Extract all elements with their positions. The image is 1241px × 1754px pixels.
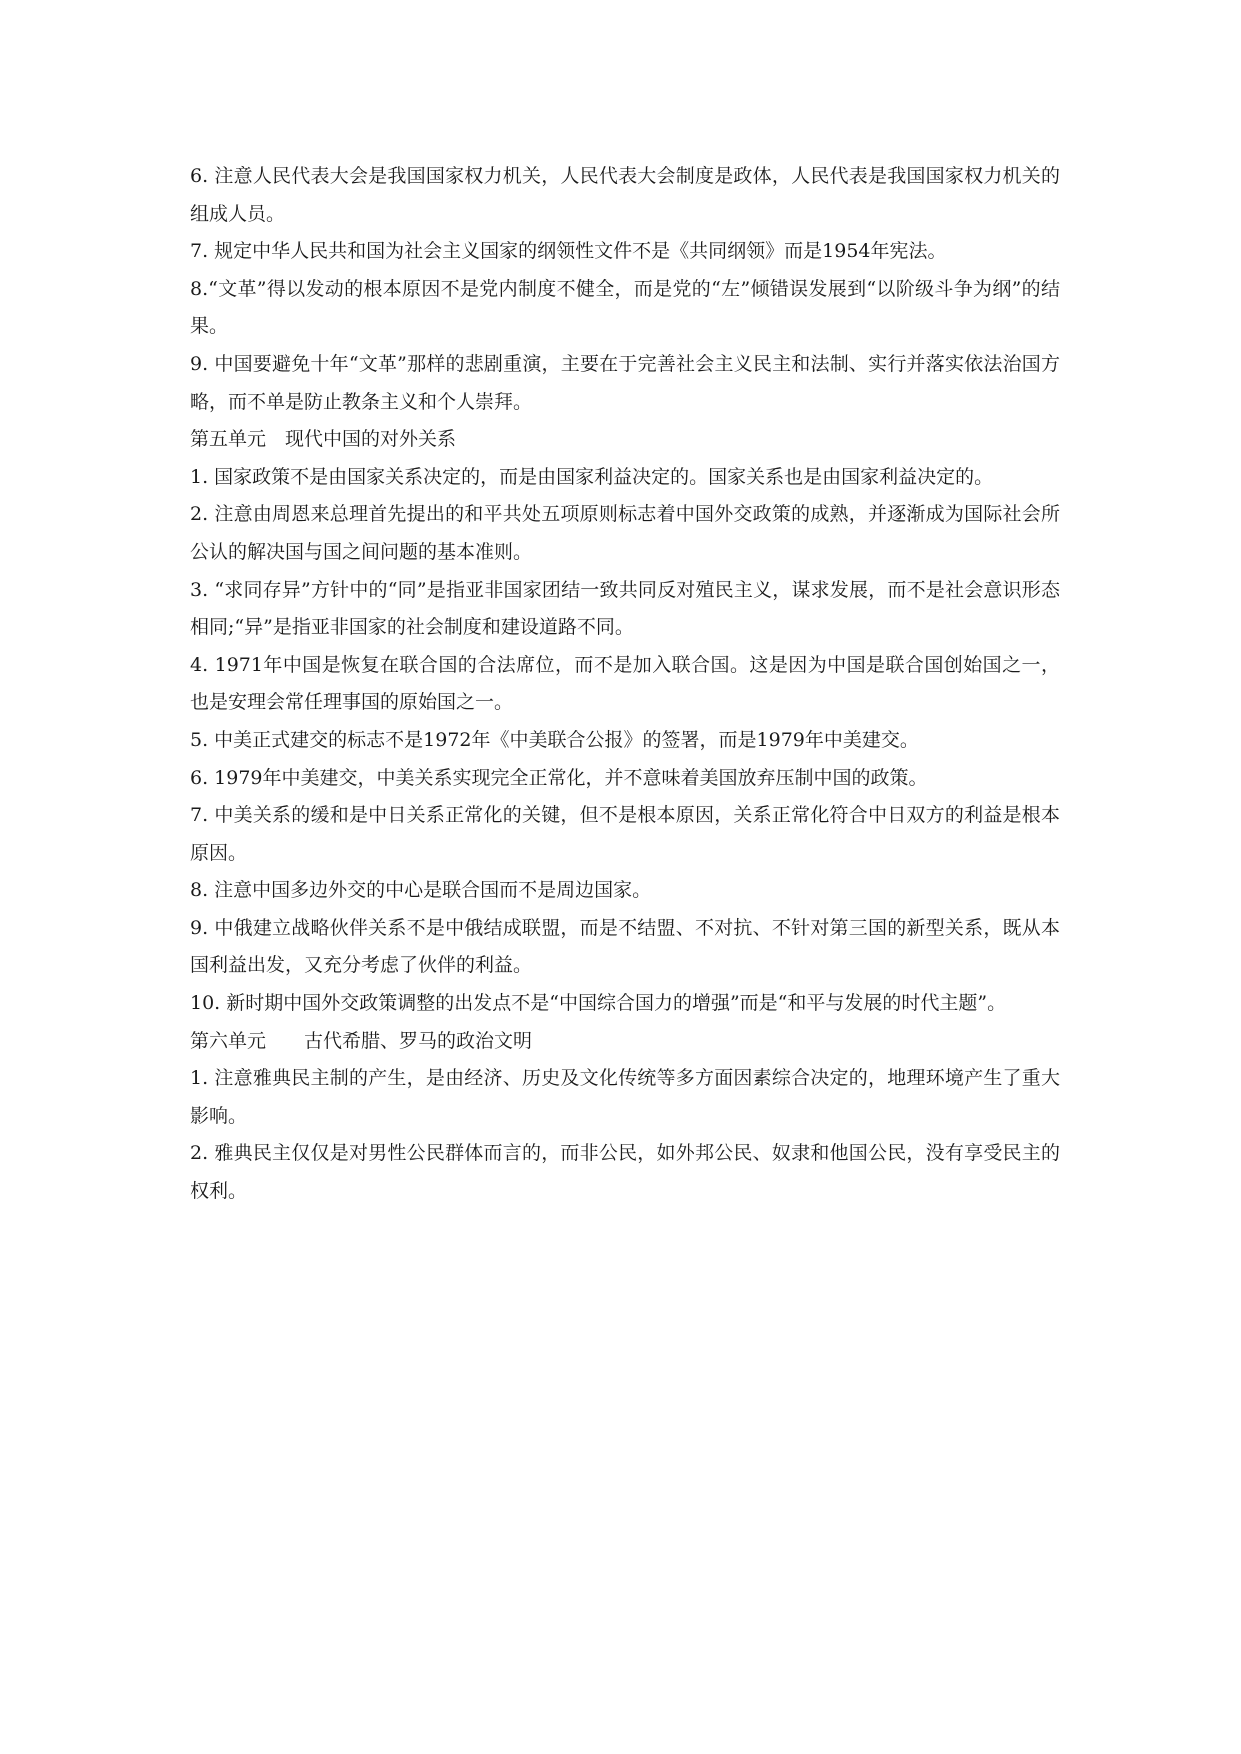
list-item: 2. 雅典民主仅仅是对男性公民群体而言的，而非公民，如外邦公民、奴隶和他国公民，没有享受民主的权利。 — [190, 1142, 1060, 1203]
document-body — [190, 158, 1060, 1211]
list-item: 10. 新时期中国外交政策调整的出发点不是“中国综合国力的增强”而是“和平与发展的时代主题”。 — [190, 992, 1007, 1015]
list-item: 9. 中俄建立战略伙伴关系不是中俄结成联盟，而是不结盟、不对抗、不针对第三国的新型关系，既从本国利益出发，又充分考虑了伙伴的利益。 — [190, 916, 1060, 977]
list-item: 6. 1979年中美建交，中美关系实现完全正常化，并不意味着美国放弃压制中国的政策。 — [190, 766, 928, 789]
list-item: 6. 注意人民代表大会是我国国家权力机关，人民代表大会制度是政体，人民代表是我国国家权力机关的组成人员。 — [190, 165, 1060, 225]
unit-title: 现代中国的对外关系 — [285, 428, 457, 451]
section-heading-unit-6 — [190, 1023, 1060, 1061]
unit-title: 古代希腊、罗马的政治文明 — [304, 1029, 533, 1052]
list-item: 3. “求同存异”方针中的“同”是指亚非国家团结一致共同反对殖民主义，谋求发展，而不是社会意识形态相同;“异”是指亚非国家的社会制度和建设道路不同。 — [190, 578, 1060, 639]
section-heading-unit-5 — [190, 421, 1060, 459]
list-item: 4. 1971年中国是恢复在联合国的合法席位，而不是加入联合国。这是因为中国是联合国创始国之一，也是安理会常任理事国的原始国之一。 — [190, 653, 1060, 714]
unit-label: 第五单元 — [190, 428, 267, 451]
unit-label: 第六单元 — [190, 1029, 267, 1052]
list-item: 8. 注意中国多边外交的中心是联合国而不是周边国家。 — [190, 879, 652, 902]
list-item: 2. 注意由周恩来总理首先提出的和平共处五项原则标志着中国外交政策的成熟，并逐渐成为国际社会所公认的解决国与国之间问题的基本准则。 — [190, 503, 1060, 563]
list-item: 8.“文革”得以发动的根本原因不是党内制度不健全，而是党的“左”倾错误发展到“以阶级斗争为纲”的结果。 — [190, 277, 1060, 338]
list-item: 7. 规定中华人民共和国为社会主义国家的纲领性文件不是《共同纲领》而是1954年宪法。 — [190, 240, 947, 263]
list-item: 1. 注意雅典民主制的产生，是由经济、历史及文化传统等多方面因素综合决定的，地理环境产生了重大影响。 — [190, 1067, 1060, 1127]
list-item: 7. 中美关系的缓和是中日关系正常化的关键，但不是根本原因，关系正常化符合中日双方的利益是根本原因。 — [190, 804, 1060, 864]
list-item: 9. 中国要避免十年“文革”那样的悲剧重演，主要在于完善社会主义民主和法制、实行并落实依法治国方略，而不单是防止教条主义和个人崇拜。 — [190, 352, 1060, 413]
list-item: 1. 国家政策不是由国家关系决定的，而是由国家利益决定的。国家关系也是由国家利益决定的。 — [190, 465, 994, 488]
list-item: 5. 中美正式建交的标志不是1972年《中美联合公报》的签署，而是1979年中美建交。 — [190, 728, 919, 751]
